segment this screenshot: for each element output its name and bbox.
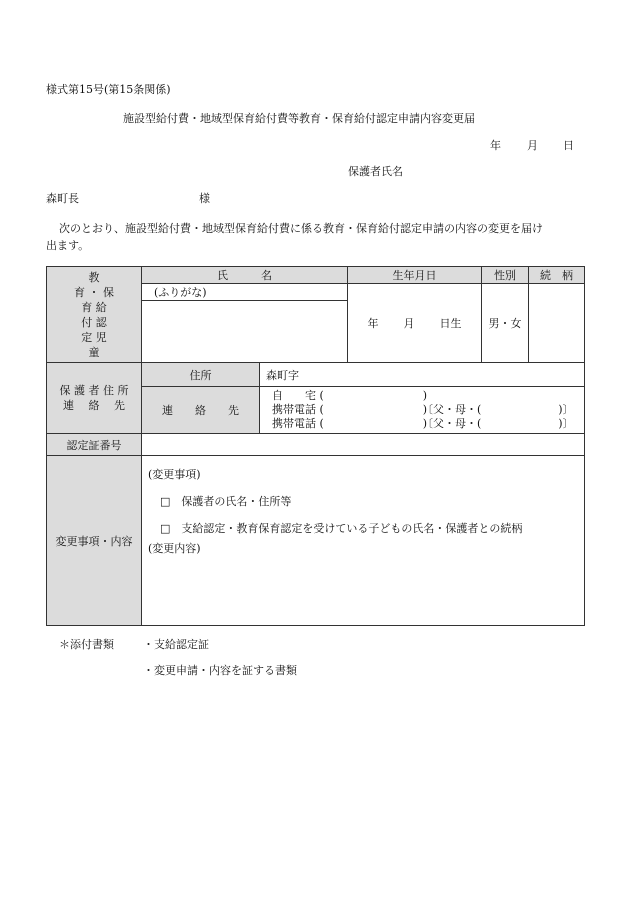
mobile-phone-1: 携帯電話 ( ) [272,403,428,416]
birth-day-label: 日生 [439,317,462,330]
cert-number-field[interactable] [142,434,585,456]
furigana-field[interactable] [142,284,348,301]
checkbox-child-name-relation[interactable]: □ 支給認定・教育保育認定を受けている子どもの氏名・保護者との続柄 [160,522,523,535]
furigana-label: (ふりがな) [154,286,207,299]
address-field[interactable] [260,363,585,387]
contact-label: 連 絡 先 [142,387,260,434]
guardian-header-line: 連 絡 先 [63,399,125,412]
change-details-field[interactable] [142,456,585,626]
child-header-line: 定 児 [81,330,107,344]
gender-field[interactable] [482,284,529,363]
honorific: 様 [199,192,210,205]
application-form-table [46,266,585,626]
address-value: 森町字 [266,368,299,382]
col-gender-header: 性別 [482,267,529,284]
home-phone-line: 自 宅 ( ) [272,389,428,402]
attachment-item: ・変更申請・内容を証する書類 [143,664,297,677]
contact-field[interactable] [260,387,585,434]
col-relation-header: 続 柄 [529,267,585,284]
child-header-line: 育 給 [81,300,107,314]
col-name-header: 氏 名 [142,267,348,284]
form-title: 施設型給付費・地域型保育給付費等教育・保育給付認定申請内容変更届 [123,112,475,125]
guardian-name-label: 保護者氏名 [348,165,403,178]
mobile-phone-2: 携帯電話 ( ) [272,417,428,430]
date-year-label: 年 [490,139,501,152]
guardian-section-header [47,363,142,434]
mobile-phone-1-owner: 〔父・母・( )〕 [422,403,574,416]
change-items-heading: (変更事項) [148,468,201,481]
mobile-phone-line [272,417,584,431]
addressee: 森町長 [46,192,79,205]
change-content-heading: (変更内容) [148,542,201,555]
date-month-label: 月 [527,139,538,152]
relation-field[interactable] [529,284,585,363]
change-section-header: 変更事項・内容 [47,456,142,626]
child-section-header [47,267,142,363]
birth-month-label: 月 [403,317,415,330]
guardian-header-line: 保 護 者 住 所 [59,384,129,397]
child-header-line: 付 認 [81,315,107,329]
address-label: 住所 [142,363,260,387]
form-number: 様式第15号(第15条関係) [46,83,171,96]
mobile-phone-2-owner: 〔父・母・( )〕 [422,417,574,430]
mobile-phone-line [272,403,584,417]
body-text-line1: 次のとおり、施設型給付費・地域型保育給付費に係る教育・保育給付認定申請の内容の変更を届け [59,222,543,235]
birth-year-label: 年 [367,317,379,330]
body-text-line2: 出ます。 [46,239,90,252]
child-header-line: 育 ・ 保 [74,285,114,299]
cert-number-label: 認定証番号 [47,434,142,456]
gender-value: 男・女 [488,317,522,330]
attachment-item: ・支給認定証 [143,638,209,651]
child-header-line: 童 [88,345,100,359]
checkbox-guardian-name-address[interactable]: □ 保護者の氏名・住所等 [160,495,292,508]
child-name-field[interactable] [142,301,348,363]
col-birthdate-header: 生年月日 [348,267,482,284]
attachments-label: ＊添付書類 [59,638,114,651]
child-header-line: 教 [88,270,100,284]
date-day-label: 日 [563,139,574,152]
birthdate-field[interactable] [348,284,482,363]
